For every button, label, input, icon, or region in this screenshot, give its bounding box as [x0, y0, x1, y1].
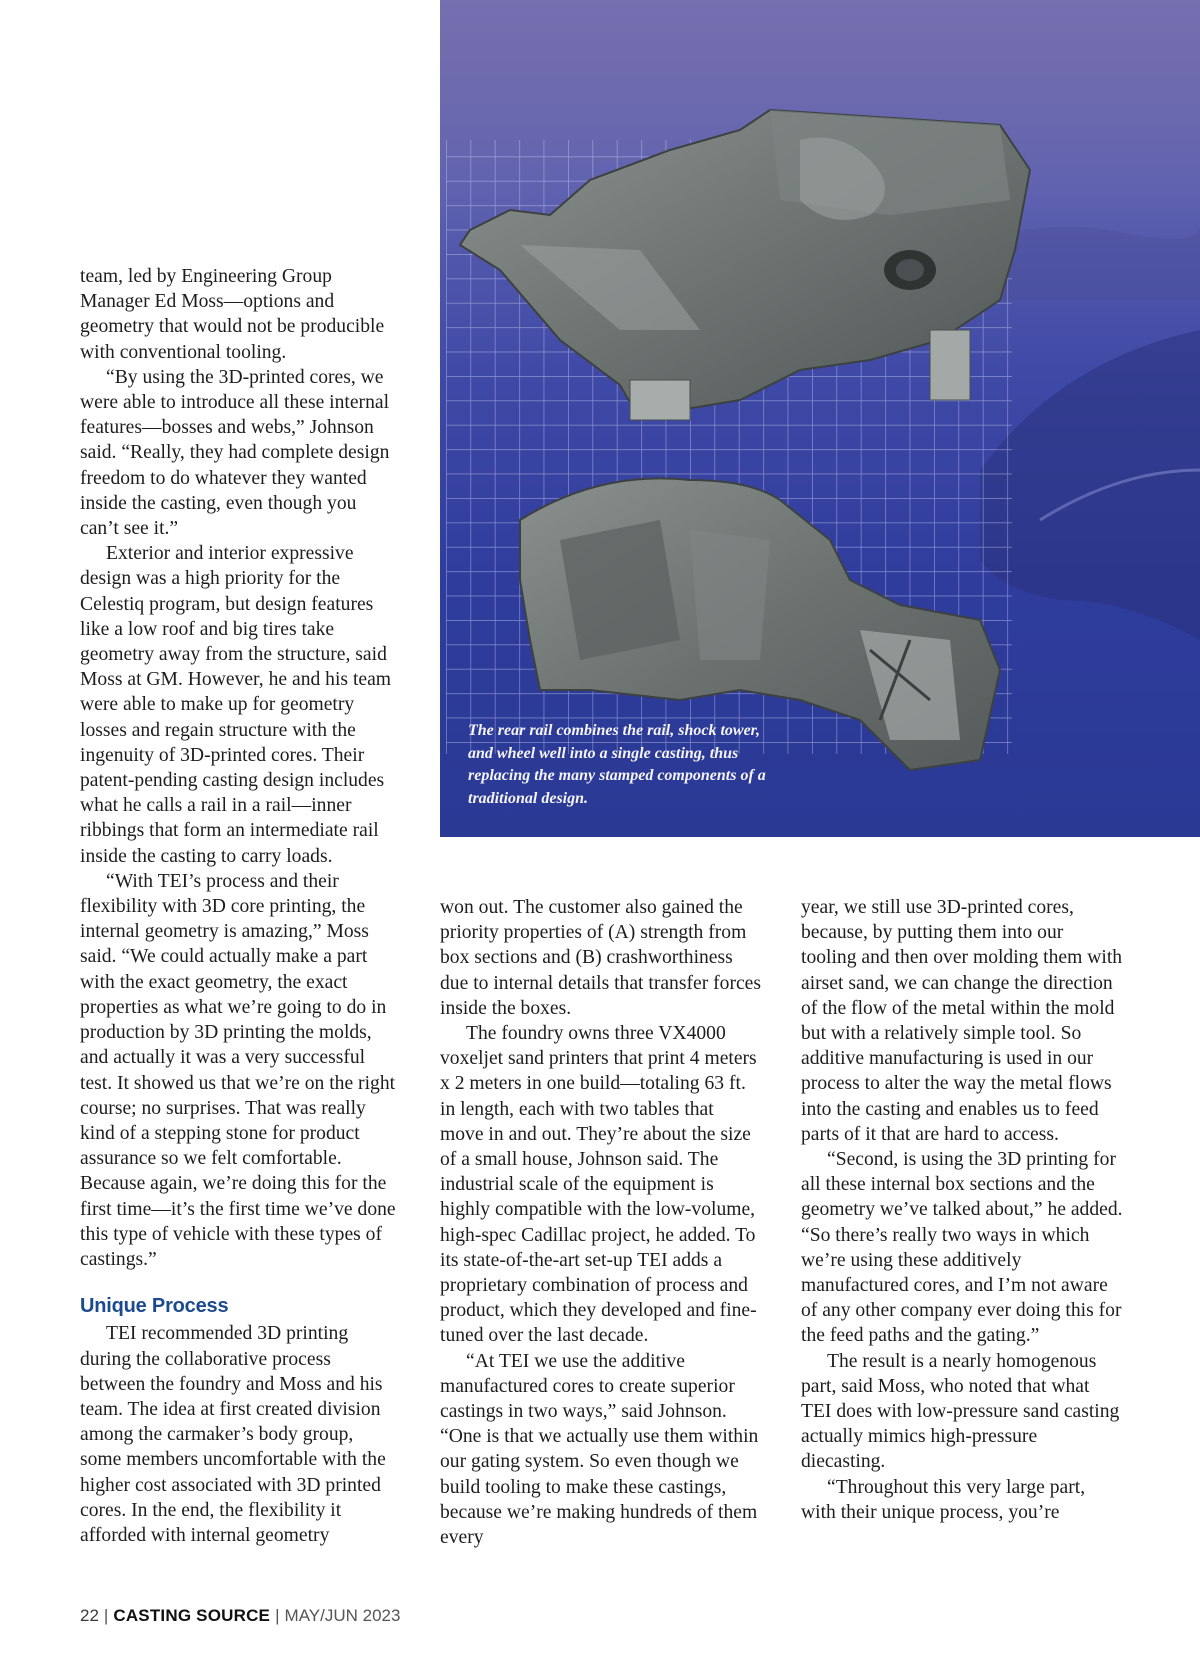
- paragraph: team, led by Engineering Group Manager Ed Moss—options and geometry that would not be producible with conventional tooling.: [80, 266, 385, 363]
- rear-rail-castings-illustration: [440, 0, 1200, 837]
- paragraph: year, we still use 3D-printed cores, because, by putting them into our tooling and then over molding them with airset sand, we can change the direction of the flow of the metal within the mold but with a relatively simple tool. So additive manufacturing is used in our process to alter the way the metal flows into the casting and enables us to feed parts of it that are hard to access.: [801, 897, 1123, 1145]
- paragraph: “By using the 3D-printed cores, we were able to introduce all these internal features—bosses and webs,” Johnson said. “Really, they had complete design freedom to do whatever they wanted inside the casting, even though you can’t see it.”: [80, 366, 390, 540]
- paragraph: “With TEI’s process and their flexibility with 3D core printing, the internal geometry is amazing,” Moss said. “We could actually make a part with the exact geometry, the exact properties as what we’re going to do in production by 3D printing the molds, and actually it was a very successful test. It showed us that we’re on the right course; no surprises. That was really kind of a stepping stone for product assurance so we felt comfortable. Because again, we’re doing this for the first time—it’s the first time we’ve done this type of vehicle with these types of castings.”: [80, 870, 396, 1270]
- article-column-2: [440, 895, 762, 1550]
- paragraph: The foundry owns three VX4000 voxeljet sand printers that print 4 meters x 2 meters in one build—totaling 63 ft. in length, each with two tables that move in and out. They’re about the size of a small house, Johnson said. The industrial scale of the equipment is highly compatible with the low-volume, high-spec Cadillac project, he added. To its state-of-the-art set-up TEI adds a proprietary combination of process and product, which they developed and fine-tuned over the last decade.: [440, 1023, 757, 1347]
- paragraph: TEI recommended 3D printing during the collaborative process between the foundry and Moss and his team. The idea at first created division among the carmaker’s body group, some members uncomfortable with the higher cost associated with 3D printed cores. In the end, the flexibility it afforded with internal geometry: [80, 1323, 386, 1546]
- paragraph: “Second, is using the 3D printing for all these internal box sections and the geometry we’ve talked about,” he added. “So there’s really two ways in which we’re using these additively manufactured cores, and I’m not aware of any other company ever doing this for the feed paths and the gating.”: [801, 1149, 1123, 1347]
- paragraph: The result is a nearly homogenous part, said Moss, who noted that what TEI does with low-pressure sand casting actually mimics high-pressure diecasting.: [801, 1350, 1120, 1473]
- paragraph: Exterior and interior expressive design was a high priority for the Celestiq program, but design features like a low roof and big tires take geometry away from the structure, said Moss at GM. However, he and his team were able to make up for geometry losses and regain structure with the ingenuity of 3D-printed cores. Their patent-pending casting design includes what he calls a rail in a rail—inner ribbings that form an intermediate rail inside the casting to carry loads.: [80, 543, 392, 867]
- page-footer: [80, 1606, 400, 1626]
- paragraph: won out. The customer also gained the priority properties of (A) strength from box sections and (B) crashworthiness due to internal details that transfer forces inside the boxes.: [440, 897, 761, 1019]
- paragraph: “At TEI we use the additive manufactured cores to create superior castings in two ways,” said Johnson. “One is that we actually use them within our gating system. So even though we build tooling to make these castings, because we’re making hundreds of them every: [440, 1350, 759, 1549]
- article-column-3: [801, 895, 1123, 1525]
- photo-caption: The rear rail combines the rail, shock tower, and wheel well into a single casting, thus replacing the many stamped components of a traditional design.: [468, 722, 766, 807]
- paragraph: “Throughout this very large part, with their unique process, you’re: [801, 1476, 1086, 1523]
- footer-separator: |: [103, 1606, 109, 1625]
- section-subhead: Unique Process: [80, 1295, 229, 1318]
- article-column-1: [80, 264, 398, 1548]
- footer-separator: |: [275, 1606, 280, 1625]
- page-number: 22: [80, 1606, 99, 1625]
- rear-rail-photo: [440, 0, 1200, 837]
- issue-date: MAY/JUN 2023: [284, 1606, 401, 1625]
- publication-name: CASTING SOURCE: [113, 1606, 271, 1625]
